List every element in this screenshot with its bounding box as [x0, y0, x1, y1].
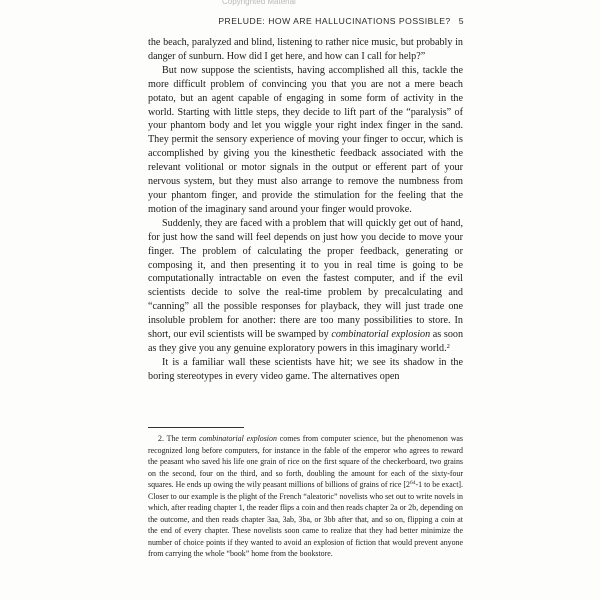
- footnote-text-b: -1 to be exact]. Closer to our example is the plight of the French “aleatoric” novelists who set out to write novels in which, after reading chapter 1, the reader flips a coin and then reads chapter 2a or 2b, depending on the outcome, and then reads chapter 3aa, 3ab, 3ba, or 3bb after that, and so on, flipping a coin at the end of every chapter. These novelists soon came to realize that they had better minimize the number of choice points if they wanted to avoid an explosion of fiction that would prevent anyone from carrying the whole “book” home from the bookstore.: [148, 480, 464, 559]
- paragraph-4: It is a familiar wall these scientists have hit; we see its shadow in the boring stereotypes in every video game. The alternatives open: [148, 356, 463, 382]
- footnote-lead: 2. The term: [158, 434, 200, 443]
- paragraph-3: [148, 217, 463, 356]
- paragraph-3-text-b: as soon as they give you any genuine exploratory powers in this imaginary world.: [148, 329, 464, 354]
- footnote-exponent: 64: [409, 480, 416, 487]
- top-edge-text: Copyrighted Material: [222, 0, 296, 6]
- paragraph-2: But now suppose the scientists, having accomplished all this, tackle the more difficult problem of convincing you that you are not a mere beach potato, but an agent capable of engaging in some form of activity in the world. Starting with little steps, they decide to lift part of the “paralysis” of your phantom body and let you wiggle your right index finger in the sand. They permit the sensory experience of moving your finger to occur, which is accomplished by giving you the kinesthetic feedback associated with the relevant volitional or motor signals in the output or efferent part of your nervous system, but they must also arrange to remove the numbness from your phantom finger, and provide the stimulation for the feeling that the motion of the imaginary sand around your finger would provoke.: [148, 64, 463, 215]
- footnote-reference: 2: [446, 342, 450, 350]
- paragraph-3-text-a: Suddenly, they are faced with a problem that will quickly get out of hand, for just how the sand will feel depends on just how you decide to move your finger. The problem of calculating the proper feedback, generating or composing it, and then presenting it to you in real time is going to be computationally intractable on even the fastest computer, and if the evil scientists decide to solve the real-time problem by precalculating and “canning” all the possible responses for playback, they will just trade one insoluble problem for another: there are too many possibilities to store. In short, our evil scientists will be swamped by: [148, 217, 463, 341]
- footnote-2: [148, 433, 463, 560]
- footnote-italic-term: combinatorial explosion: [199, 434, 277, 443]
- footnote-text-a: comes from computer science, but the phenomenon was recognized long before computers, for instance in the fable of the emperor who agrees to reward the peasant who saved his life one grain of rice on the first square of the checkerboard, two grains on the second, four on the third, and so forth, doubling the amount for each of the sixty-four squares. He ends up owing the wily peasant millions of billions of grains of rice [2: [148, 434, 463, 490]
- footnote-divider: [148, 427, 244, 428]
- body-text: [148, 36, 463, 384]
- paragraph-3-italic-term: combinatorial explosion: [331, 329, 431, 341]
- paragraph-1: the beach, paralyzed and blind, listening to rather nice music, but probably in danger of sunburn. How did I get here, and how can I call for help?”: [148, 37, 463, 62]
- running-title: PRELUDE: HOW ARE HALLUCINATIONS POSSIBLE?: [218, 16, 451, 26]
- page-number: 5: [458, 16, 464, 26]
- footnote: [148, 433, 463, 560]
- running-head: [196, 14, 464, 28]
